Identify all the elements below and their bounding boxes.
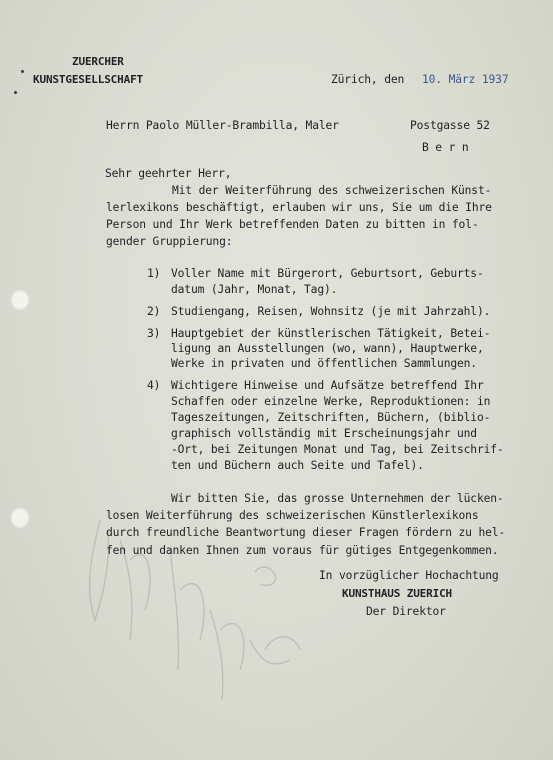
item-line: ligung an Ausstellungen (wo, wann), Hauptwerke, — [171, 342, 484, 355]
signoff-role: Der Direktor — [366, 605, 446, 618]
item-line: -Ort, bei Zeitungen Monat und Tag, bei Zeitschrif- — [171, 443, 504, 456]
closing-line: losen Weiterführung des schweizerischen Künstlerlexikons — [106, 509, 479, 522]
item-line: Hauptgebiet der künstlerischen Tätigkeit, Betei- — [171, 327, 491, 340]
item-line: Werke in privaten und öffentlichen Sammlungen. — [171, 357, 477, 370]
item-number: 1) — [147, 267, 161, 280]
item-line: Voller Name mit Bürgerort, Geburtsort, Geburts- — [171, 267, 484, 280]
ink-mark — [14, 91, 17, 94]
recipient-name: Herrn Paolo Müller-Brambilla, Maler — [106, 119, 339, 132]
signoff-org: KUNSTHAUS ZUERICH — [342, 587, 453, 600]
item-line: Schaffen oder einzelne Werke, Reproduktionen: in — [171, 395, 491, 408]
item-line: graphisch vollständig mit Erscheinungsjahr und — [171, 427, 477, 440]
punch-hole-top — [10, 289, 30, 311]
signoff-greeting: In vorzüglicher Hochachtung — [319, 569, 499, 582]
closing-line: fen und danken Ihnen zum voraus für gütiges Entgegenkommen. — [106, 544, 499, 557]
punch-hole-bottom — [10, 507, 30, 529]
intro-line: Mit der Weiterführung des schweizerischen Künst- — [172, 184, 492, 197]
dateline-date: 10. März 1937 — [422, 73, 509, 86]
ink-mark — [21, 70, 24, 73]
item-line: ten und Büchern auch Seite und Tafel). — [171, 459, 424, 472]
item-number: 2) — [147, 305, 161, 318]
item-line: datum (Jahr, Monat, Tag). — [171, 283, 338, 296]
dateline-place: Zürich, den — [331, 73, 405, 86]
item-line: Tageszeitungen, Zeitschriften, Büchern, (biblio- — [171, 411, 491, 424]
item-line: Wichtigere Hinweise und Aufsätze betreffend Ihr — [171, 379, 484, 392]
recipient-street: Postgasse 52 — [410, 119, 490, 132]
item-number: 3) — [147, 327, 161, 340]
item-number: 4) — [147, 379, 161, 392]
intro-line: Person und Ihr Werk betreffenden Daten zu bitten in fol- — [106, 218, 479, 231]
letterhead-line2: KUNSTGESELLSCHAFT — [33, 73, 144, 86]
recipient-city: B e r n — [422, 141, 469, 154]
closing-line: durch freundliche Beantwortung dieser Fragen fördern zu hel- — [106, 526, 506, 539]
letterhead-line1: ZUERCHER — [72, 55, 124, 68]
closing-line: Wir bitten Sie, das grosse Unternehmen der lücken- — [171, 492, 504, 505]
intro-line: lerlexikons beschäftigt, erlauben wir uns, Sie um die Ihre — [106, 201, 492, 214]
salutation: Sehr geehrter Herr, — [105, 167, 232, 180]
intro-line: gender Gruppierung: — [106, 235, 233, 248]
item-line: Studiengang, Reisen, Wohnsitz (je mit Jahrzahl). — [171, 305, 491, 318]
